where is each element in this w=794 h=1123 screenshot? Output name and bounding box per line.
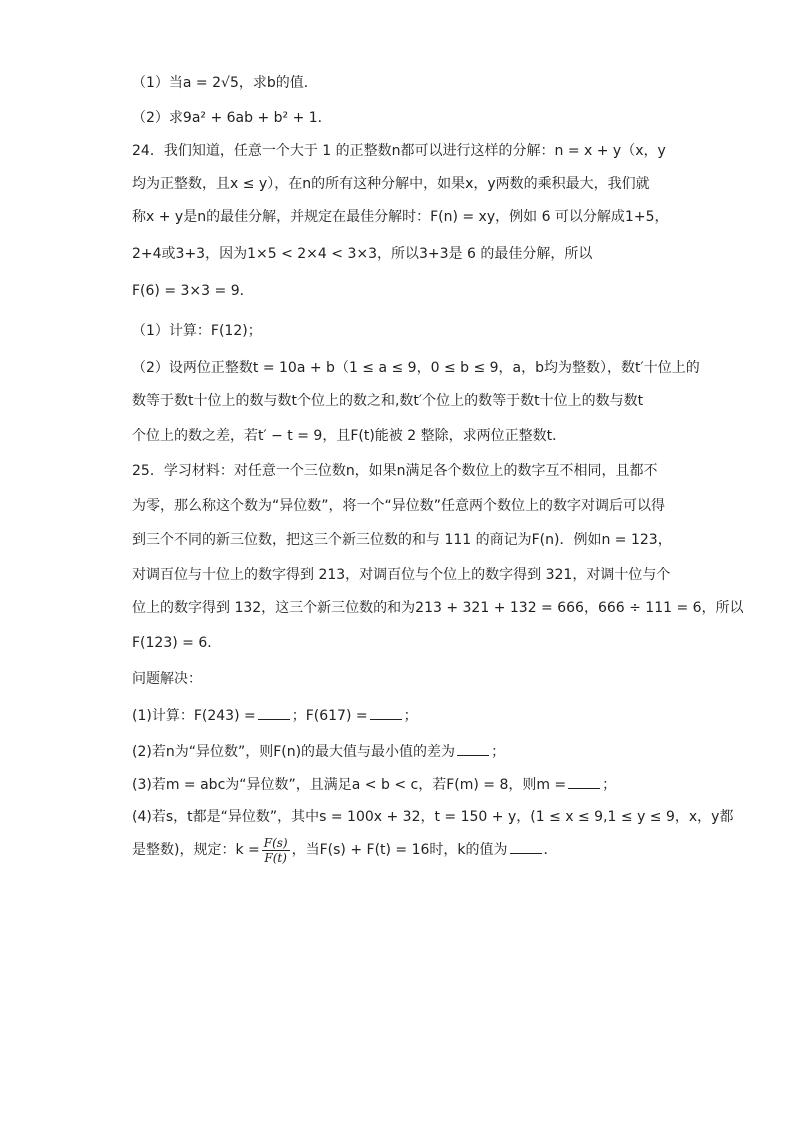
answer-blank[interactable] xyxy=(258,707,290,720)
q25-s2-text-b: ； xyxy=(491,744,506,760)
fraction-numerator: F(s) xyxy=(263,835,288,850)
q25-text-line5: 位上的数字得到 132，这三个新三位数的和为213 + 321 + 132 = 666，666 ÷ 111 = 6，所以 xyxy=(132,600,744,616)
fraction-denominator: F(t) xyxy=(264,850,287,865)
q25-subquestion4-line2 xyxy=(132,832,558,868)
q25-s4-text-c: ． xyxy=(543,842,558,858)
answer-blank[interactable] xyxy=(457,743,489,756)
q24-subquestion2-line3: 个位上的数之差，若t′ − t = 9，且F(t)能被 2 整除，求两位正整数t． xyxy=(132,428,567,444)
q25-text-line2: 为零，那么称这个数为“异位数”，将一个“异位数”任意两个数位上的数字对调后可以得 xyxy=(132,498,666,514)
q25-text-line6: F(123) = 6． xyxy=(132,635,222,651)
q25-s1-text-c: ； xyxy=(403,708,418,724)
q25-heading: 问题解决： xyxy=(132,671,202,687)
answer-blank[interactable] xyxy=(510,841,542,854)
q25-s4-text-a: 是整数)，规定：k = xyxy=(132,842,260,858)
q25-subquestion1 xyxy=(132,706,418,726)
q25-subquestion3 xyxy=(132,775,616,795)
answer-blank[interactable] xyxy=(370,707,402,720)
q24-text-line4: 2+4或3+3，因为1×5 < 2×4 < 3×3，所以3+3是 6 的最佳分解，所以 xyxy=(132,246,593,262)
q24-subquestion2-line2: 数等于数t十位上的数与数t个位上的数之和,数t′个位上的数等于数t十位上的数与数t xyxy=(132,393,644,409)
q23-part1: （1）当a = 2√5，求b的值． xyxy=(132,75,318,91)
q25-text-line3: 到三个不同的新三位数，把这三个新三位数的和与 111 的商记为F(n)．例如n = 123， xyxy=(132,532,672,548)
answer-blank[interactable] xyxy=(568,776,600,789)
q25-subquestion2 xyxy=(132,742,505,762)
q25-s4-text-b: ，当F(s) + F(t) = 16时，k的值为 xyxy=(291,842,508,858)
q25-text-line4: 对调百位与十位上的数字得到 213，对调百位与个位上的数字得到 321，对调十位与个 xyxy=(132,567,671,583)
q24-subquestion1: （1）计算：F(12)； xyxy=(132,323,262,339)
q25-subquestion4-line1: (4)若s，t都是“异位数”，其中s = 100x + 32，t = 150 + y，(1 ≤ x ≤ 9,1 ≤ y ≤ 9，x，y都 xyxy=(132,809,734,825)
fraction-k xyxy=(262,836,290,865)
q25-s3-text-a: (3)若m = abc为“异位数”，且满足a < b < c，若F(m) = 8，则m = xyxy=(132,777,567,793)
q24-text-line1: 24．我们知道，任意一个大于 1 的正整数n都可以进行这样的分解：n = x + y（x，y xyxy=(132,143,666,159)
q24-text-line3: 称x + y是n的最佳分解，并规定在最佳分解时：F(n) = xy，例如 6 可以分解成1+5， xyxy=(132,209,669,225)
q25-s1-text-a: (1)计算：F(243) = xyxy=(132,708,256,724)
q25-s3-text-b: ； xyxy=(602,777,617,793)
q23-part2: （2）求9a² + 6ab + b² + 1． xyxy=(132,110,332,126)
q25-text-line1: 25．学习材料：对任意一个三位数n，如果n满足各个数位上的数字互不相同，且都不 xyxy=(132,463,658,479)
q24-text-line2: 均为正整数，且x ≤ y），在n的所有这种分解中，如果x，y两数的乘积最大，我们就 xyxy=(132,176,650,192)
q25-s1-text-b: ；F(617) = xyxy=(291,708,368,724)
q24-text-line5: F(6) = 3×3 = 9． xyxy=(132,283,254,299)
q24-subquestion2-line1: （2）设两位正整数t = 10a + b（1 ≤ a ≤ 9，0 ≤ b ≤ 9，a，b均为整数），数t′十位上的 xyxy=(132,360,700,376)
q25-s2-text-a: (2)若n为“异位数”，则F(n)的最大值与最小值的差为 xyxy=(132,744,456,760)
